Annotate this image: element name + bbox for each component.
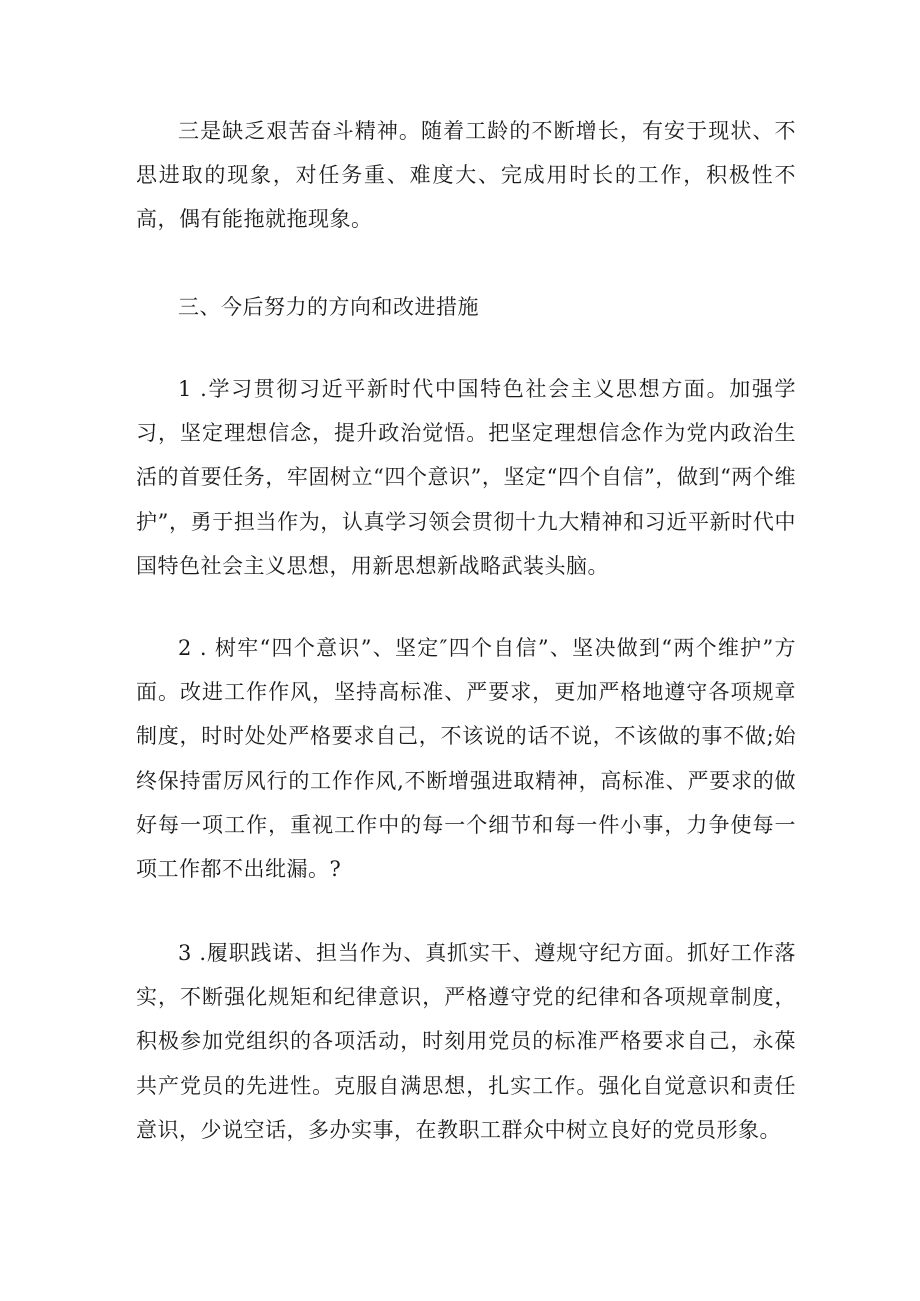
section-heading-improvement-measures: 三、今后努力的方向和改进措施 <box>178 295 479 319</box>
paragraph-measure-1: 1 .学习贯彻习近平新时代中国特色社会主义思想方面。加强学习，坚定理想信念，提升政治觉悟。把坚定理想信念作为党内政治生活的首要任务，牢固树立“四个意识”，坚定“四个自信”，做到“两个维护”，勇于担当作为，认真学习领会贯彻十九大精神和习近平新时代中国特色社会主义思想，用新思想新战略武装头脑。 <box>136 377 796 578</box>
paragraph-hardship-spirit: 三是缺乏艰苦奋斗精神。随着工龄的不断增长，有安于现状、不思进取的现象，对任务重、难度大、完成用时长的工作，积极性不高，偶有能拖就拖现象。 <box>136 119 796 232</box>
paragraph-measure-2: 2 . 树牢“四个意识”、坚定″四个自信”、坚决做到“两个维护”方面。改进工作作风，坚持高标准、严要求，更加严格地遵守各项规章制度，时时处处严格要求自己，不该说的话不说，不该做的事不做;始终保持雷厉风行的工作作风,不断增强进取精神，高标准、严要求的做好每一项工作，重视工作中的每一个细节和每一件小事，力争使每一项工作都不出纰漏。? <box>136 636 796 882</box>
paragraph-measure-3: 3 .履职践诺、担当作为、真抓实干、遵规守纪方面。抓好工作落实，不断强化规矩和纪律意识，严格遵守党的纪律和各项规章制度，积极参加党组织的各项活动，时刻用党员的标准严格要求自己，永葆共产党员的先进性。克服自满思想，扎实工作。强化自觉意识和责任意识，少说空话，多办实事，在教职工群众中树立良好的党员形象。 <box>136 941 796 1142</box>
